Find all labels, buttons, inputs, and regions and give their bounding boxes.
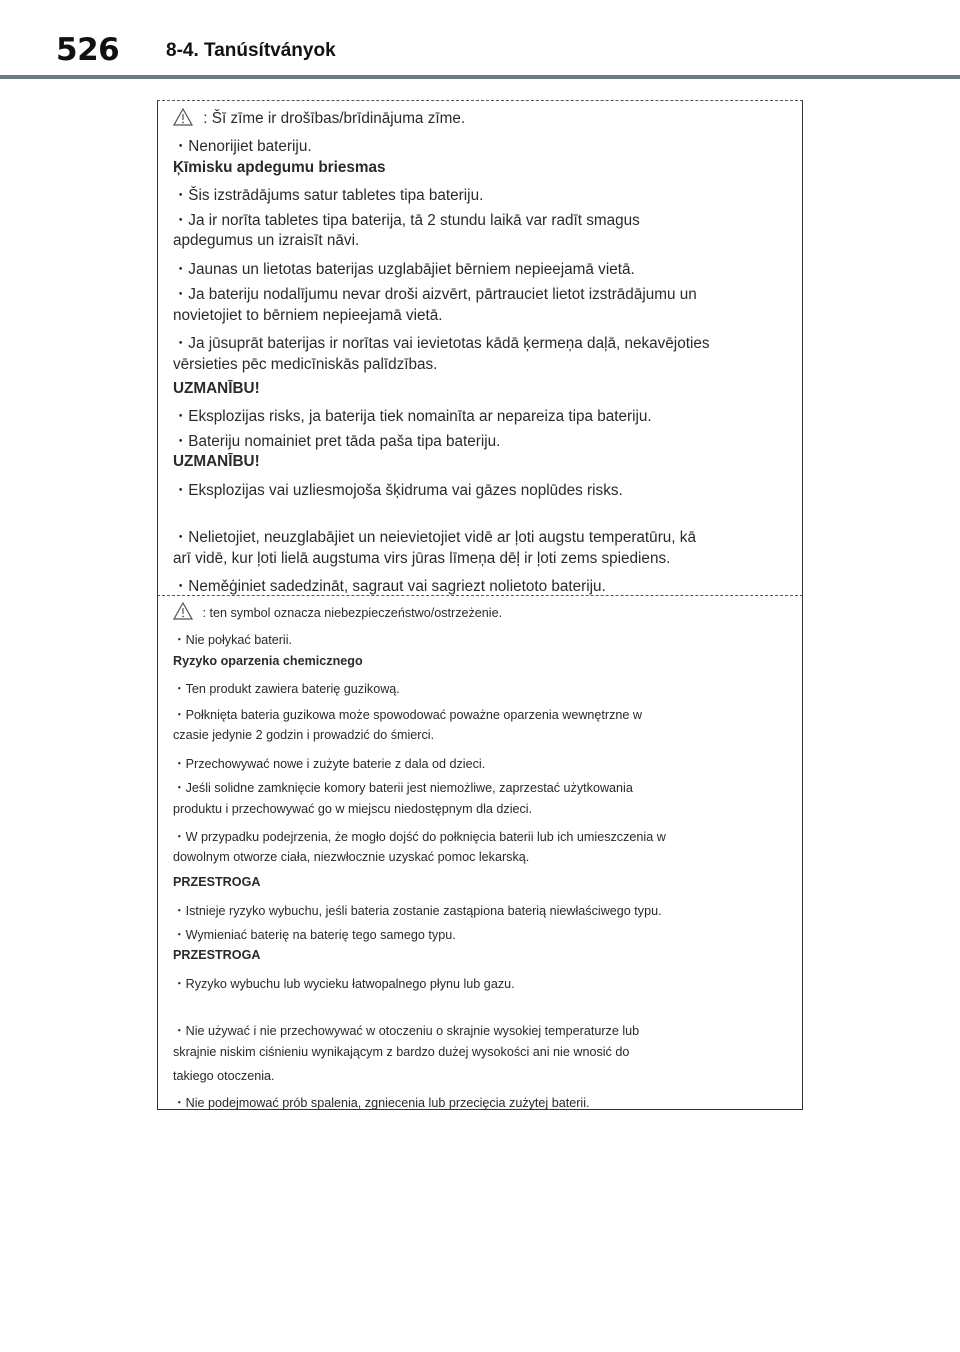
text-line: ・Šis izstrādājums satur tabletes tipa bateriju. xyxy=(173,187,484,204)
text-line: czasie jedynie 2 godzin i prowadzić do śmierci. xyxy=(173,728,435,742)
text-line: novietojiet to bērniem nepieejamā vietā. xyxy=(173,307,443,324)
text-line: ・Wymieniać baterię na baterię tego samego typu. xyxy=(173,928,456,942)
text-line: : Šī zīme ir drošības/brīdinājuma zīme. xyxy=(199,110,466,127)
text-line: ・Ja bateriju nodalījumu nevar droši aizvērt, pārtrauciet lietot izstrādājumu un xyxy=(173,286,697,303)
latvian-warning-box xyxy=(157,100,803,595)
text-line: ・Ja jūsuprāt baterijas ir norītas vai ievietotas kādā ķermeņa daļā, nekavējoties xyxy=(173,335,710,352)
heading: Ķīmisku apdegumu briesmas xyxy=(173,159,386,176)
text-line: ・Połknięta bateria guzikowa może spowodować poważne oparzenia wewnętrzne w xyxy=(173,708,643,722)
text-line: ・Ryzyko wybuchu lub wycieku łatwopalnego płynu lub gazu. xyxy=(173,977,515,991)
warning-symbol-line xyxy=(173,108,465,131)
header-rule xyxy=(0,75,960,79)
text-line: ・Neměģiniet sadedzināt, sagraut vai sagriezt nolietoto bateriju. xyxy=(173,578,606,595)
text-line: ・Jeśli solidne zamknięcie komory baterii jest niemożliwe, zaprzestać użytkowania xyxy=(173,781,633,795)
text-line: ・Eksplozijas risks, ja baterija tiek nomainīta ar nepareiza tipa bateriju. xyxy=(173,408,652,425)
text-line: skrajnie niskim ciśnieniu wynikającym z bardzo dużej wysokości ani nie wnosić do xyxy=(173,1045,630,1059)
warning-triangle-icon xyxy=(173,602,193,623)
text-line: ・Przechowywać nowe i zużyte baterie z dala od dzieci. xyxy=(173,757,486,771)
text-line: ・Ten produkt zawiera baterię guzikową. xyxy=(173,682,400,696)
text-line: ・Nie podejmować prób spalenia, zgniecenia lub przecięcia zużytej baterii. xyxy=(173,1096,590,1110)
heading: PRZESTROGA xyxy=(173,948,261,962)
heading: PRZESTROGA xyxy=(173,875,261,889)
text-line: apdegumus un izraisīt nāvi. xyxy=(173,232,360,249)
text-line: ・W przypadku podejrzenia, że mogło dojść do połknięcia baterii lub ich umieszczenia w xyxy=(173,830,666,844)
text-line: ・Nie używać i nie przechowywać w otoczeniu o skrajnie wysokiej temperaturze lub xyxy=(173,1024,640,1038)
text-line: ・Ja ir norīta tabletes tipa baterija, tā 2 stundu laikā var radīt smagus xyxy=(173,212,640,229)
text-line: ・Nie połykać baterii. xyxy=(173,633,292,647)
page-header xyxy=(0,0,960,80)
text-line: vērsieties pēc medicīniskās palīdzības. xyxy=(173,356,438,373)
text-line: ・Jaunas un lietotas baterijas uzglabājiet bērniem nepieejamā vietā. xyxy=(173,261,635,278)
page-number: 526 xyxy=(56,32,120,68)
text-line: arī vidē, kur ļoti lielā augstuma virs jūras līmeņa dēļ ir ļoti zems spiediens. xyxy=(173,550,671,567)
heading: UZMANĪBU! xyxy=(173,453,260,470)
text-line: ・Nenorijiet bateriju. xyxy=(173,138,312,155)
text-line: ・Bateriju nomainiet pret tāda paša tipa bateriju. xyxy=(173,433,501,450)
text-line: produktu i przechowywać go w miejscu niedostępnym dla dzieci. xyxy=(173,802,533,816)
text-line: takiego otoczenia. xyxy=(173,1069,275,1083)
section-title: 8-4. Tanúsítványok xyxy=(166,40,336,61)
text-line: ・Istnieje ryzyko wybuchu, jeśli bateria zostanie zastąpiona baterią niewłaściwego typu. xyxy=(173,904,662,918)
polish-warning-box xyxy=(157,595,803,1110)
text-line: : ten symbol oznacza niebezpieczeństwo/ostrzeżenie. xyxy=(199,606,503,620)
heading: UZMANĪBU! xyxy=(173,380,260,397)
text-line: ・Eksplozijas vai uzliesmojoša šķidruma vai gāzes noplūdes risks. xyxy=(173,482,623,499)
warning-symbol-line xyxy=(173,602,502,623)
warning-triangle-icon xyxy=(173,108,193,131)
text-line: ・Nelietojiet, neuzglabājiet un neievietojiet vidē ar ļoti augstu temperatūru, kā xyxy=(173,529,696,546)
heading: Ryzyko oparzenia chemicznego xyxy=(173,654,363,668)
text-line: dowolnym otworze ciała, niezwłocznie uzyskać pomoc lekarską. xyxy=(173,850,530,864)
